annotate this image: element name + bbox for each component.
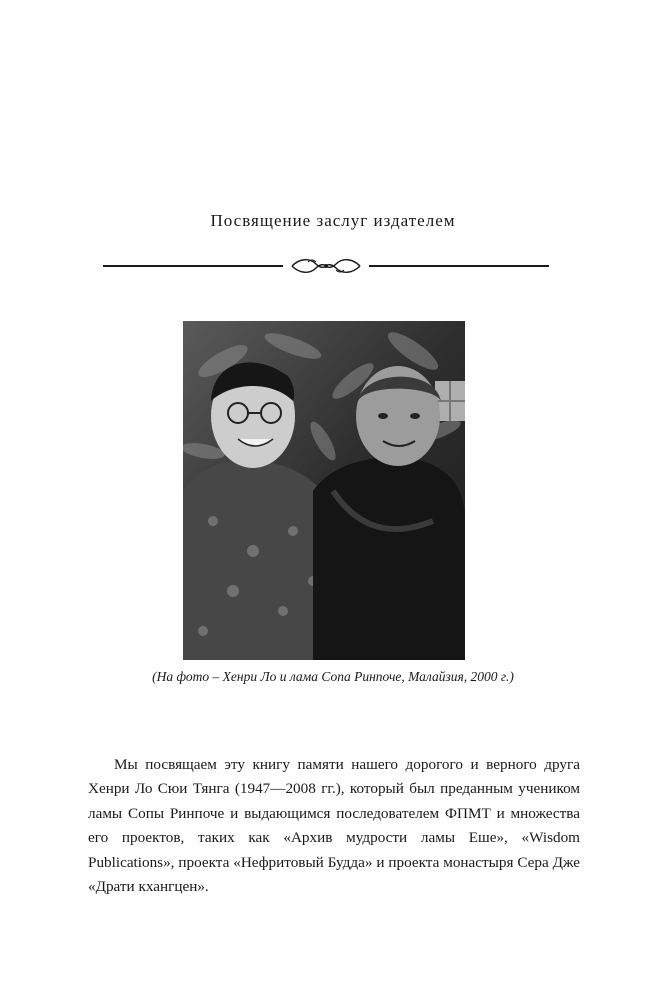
photo-caption: (На фото – Хенри Ло и лама Сопа Ринпоче, Малайзия, 2000 г.): [152, 669, 514, 684]
dedication-paragraph: Мы посвящаем эту книгу памяти нашего дорогого и верного друга Хенри Ло Сюи Тянга (1947—2008 гг.), который был преданным учеником ламы Сопы Ринпоче и выдающимся последователем ФПМТ и множества его проектов, таких как «Архив мудрости ламы Еше», «Wisdom Publications», проекта «Нефритовый Будда» и проекта монастыря Сера Дже «Драти кхангцен».: [88, 756, 580, 896]
portrait-photo: [183, 321, 465, 660]
divider-line-right: [369, 265, 549, 267]
divider-line-left: [103, 265, 283, 267]
ornamental-divider: [103, 254, 549, 278]
page-title: Посвящение заслуг издателем: [210, 211, 456, 230]
flourish-ornament-icon: [288, 254, 364, 278]
